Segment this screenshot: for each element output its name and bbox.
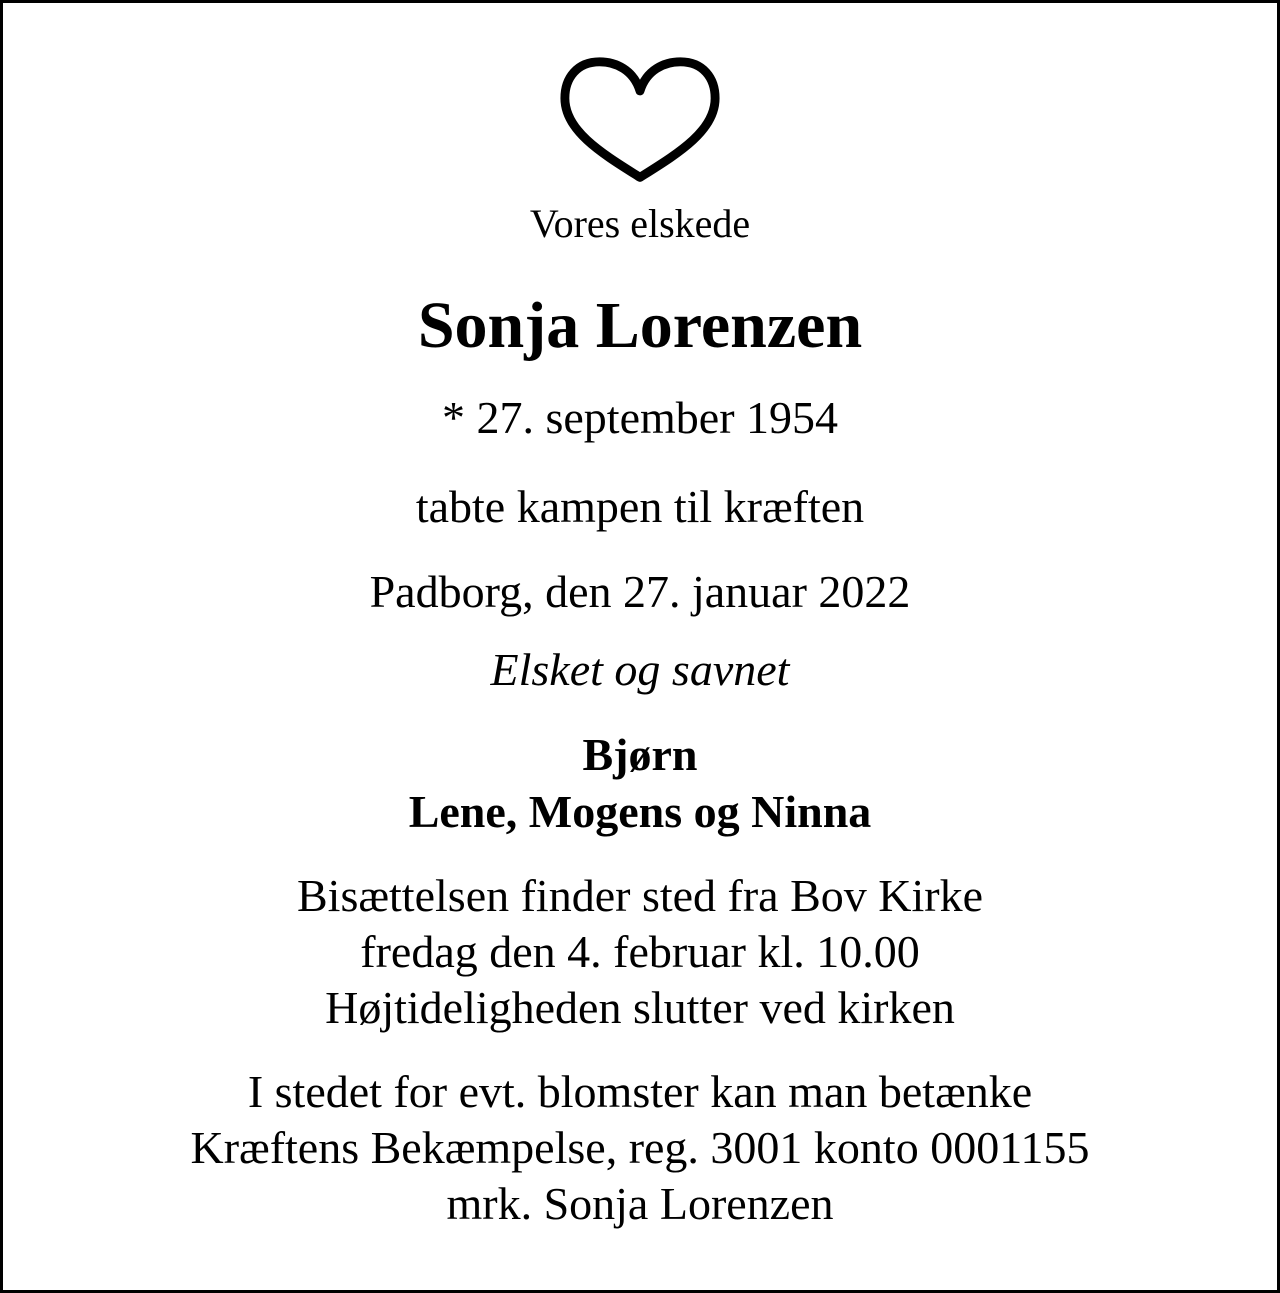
ceremony-line: fredag den 4. februar kl. 10.00 [360,926,920,977]
donation-details [3,1064,1277,1232]
place-and-date: Padborg, den 27. januar 2022 [369,566,911,617]
ceremony-line: Højtideligheden slutter ved kirken [325,982,955,1033]
mourners-list [3,726,1277,840]
heart-icon [3,57,1277,183]
death-cause: tabte kampen til kræften [415,481,865,532]
mourner-line: Bjørn [582,729,698,780]
ceremony-details [3,868,1277,1036]
birth-date: * 27. september 1954 [441,392,839,443]
donation-line: mrk. Sonja Lorenzen [446,1178,834,1229]
deceased-name: Sonja Lorenzen [417,289,863,362]
epitaph-text: Elsket og savnet [490,644,790,695]
ceremony-line: Bisættelsen finder sted fra Bov Kirke [296,870,984,921]
donation-line: Kræftens Bekæmpelse, reg. 3001 konto 0001155 [190,1122,1090,1173]
intro-text: Vores elskede [529,201,751,246]
donation-line: I stedet for evt. blomster kan man betænke [247,1066,1033,1117]
mourner-line: Lene, Mogens og Ninna [408,786,872,837]
